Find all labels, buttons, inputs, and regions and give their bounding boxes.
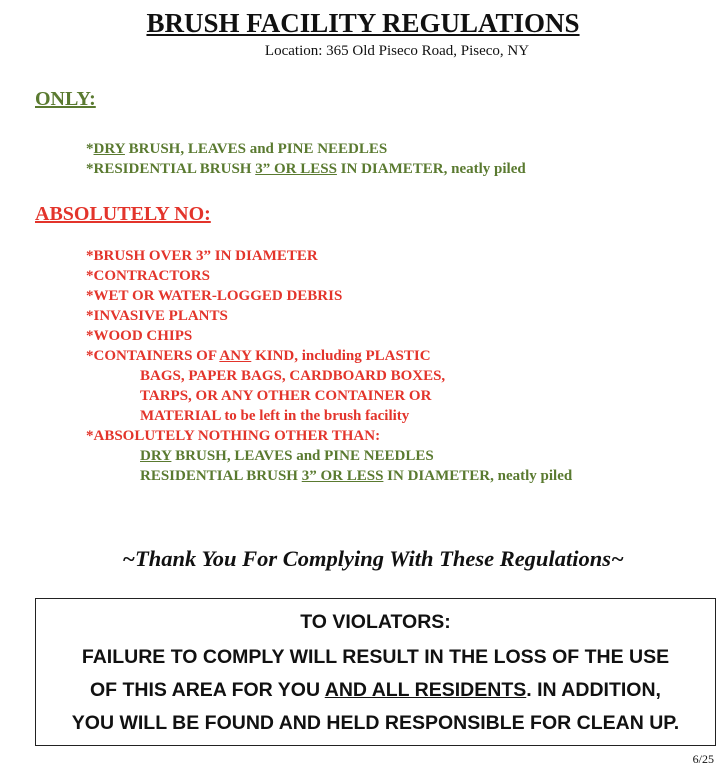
no-item-contractors: *CONTRACTORS (86, 268, 210, 284)
violators-line: YOU WILL BE FOUND AND HELD RESPONSIBLE FOR CLEAN UP. (71, 712, 680, 734)
only-item-dry-brush: *DRY BRUSH, LEAVES and PINE NEEDLES (86, 141, 388, 157)
page-number: 6/25 (692, 752, 714, 766)
no-item-brush-over: *BRUSH OVER 3” IN DIAMETER (86, 248, 318, 264)
allowed-dry-brush: DRY BRUSH, LEAVES and PINE NEEDLES (140, 448, 434, 464)
violators-line: OF THIS AREA FOR YOU AND ALL RESIDENTS. IN ADDITION, (90, 679, 661, 701)
no-item-wood-chips: *WOOD CHIPS (86, 328, 193, 344)
thank-you-message: ~Thank You For Complying With These Regulations~ (122, 546, 624, 571)
no-item-invasive-plants: *INVASIVE PLANTS (86, 308, 228, 324)
containers-continuation: MATERIAL to be left in the brush facility (140, 408, 410, 424)
violators-heading: TO VIOLATORS: (300, 611, 451, 633)
containers-continuation: BAGS, PAPER BAGS, CARDBOARD BOXES, (140, 368, 446, 384)
containers-continuation: TARPS, OR ANY OTHER CONTAINER OR (140, 388, 432, 404)
violators-line: FAILURE TO COMPLY WILL RESULT IN THE LOSS OF THE USE (81, 646, 670, 668)
page-title: BRUSH FACILITY REGULATIONS (146, 8, 580, 38)
absolutely-no-heading: ABSOLUTELY NO: (35, 203, 211, 225)
only-item-residential-brush: *RESIDENTIAL BRUSH 3” OR LESS IN DIAMETER, neatly piled (86, 161, 526, 177)
no-item-containers: *CONTAINERS OF ANY KIND, including PLASTIC (86, 348, 431, 364)
only-heading: ONLY: (35, 88, 96, 110)
allowed-residential-brush: RESIDENTIAL BRUSH 3” OR LESS IN DIAMETER, neatly piled (140, 468, 573, 484)
location-text: Location: 365 Old Piseco Road, Piseco, NY (264, 43, 530, 59)
no-item-nothing-other: *ABSOLUTELY NOTHING OTHER THAN: (86, 428, 381, 444)
no-item-wet-debris: *WET OR WATER-LOGGED DEBRIS (86, 288, 343, 304)
violators-notice-box (35, 598, 716, 746)
